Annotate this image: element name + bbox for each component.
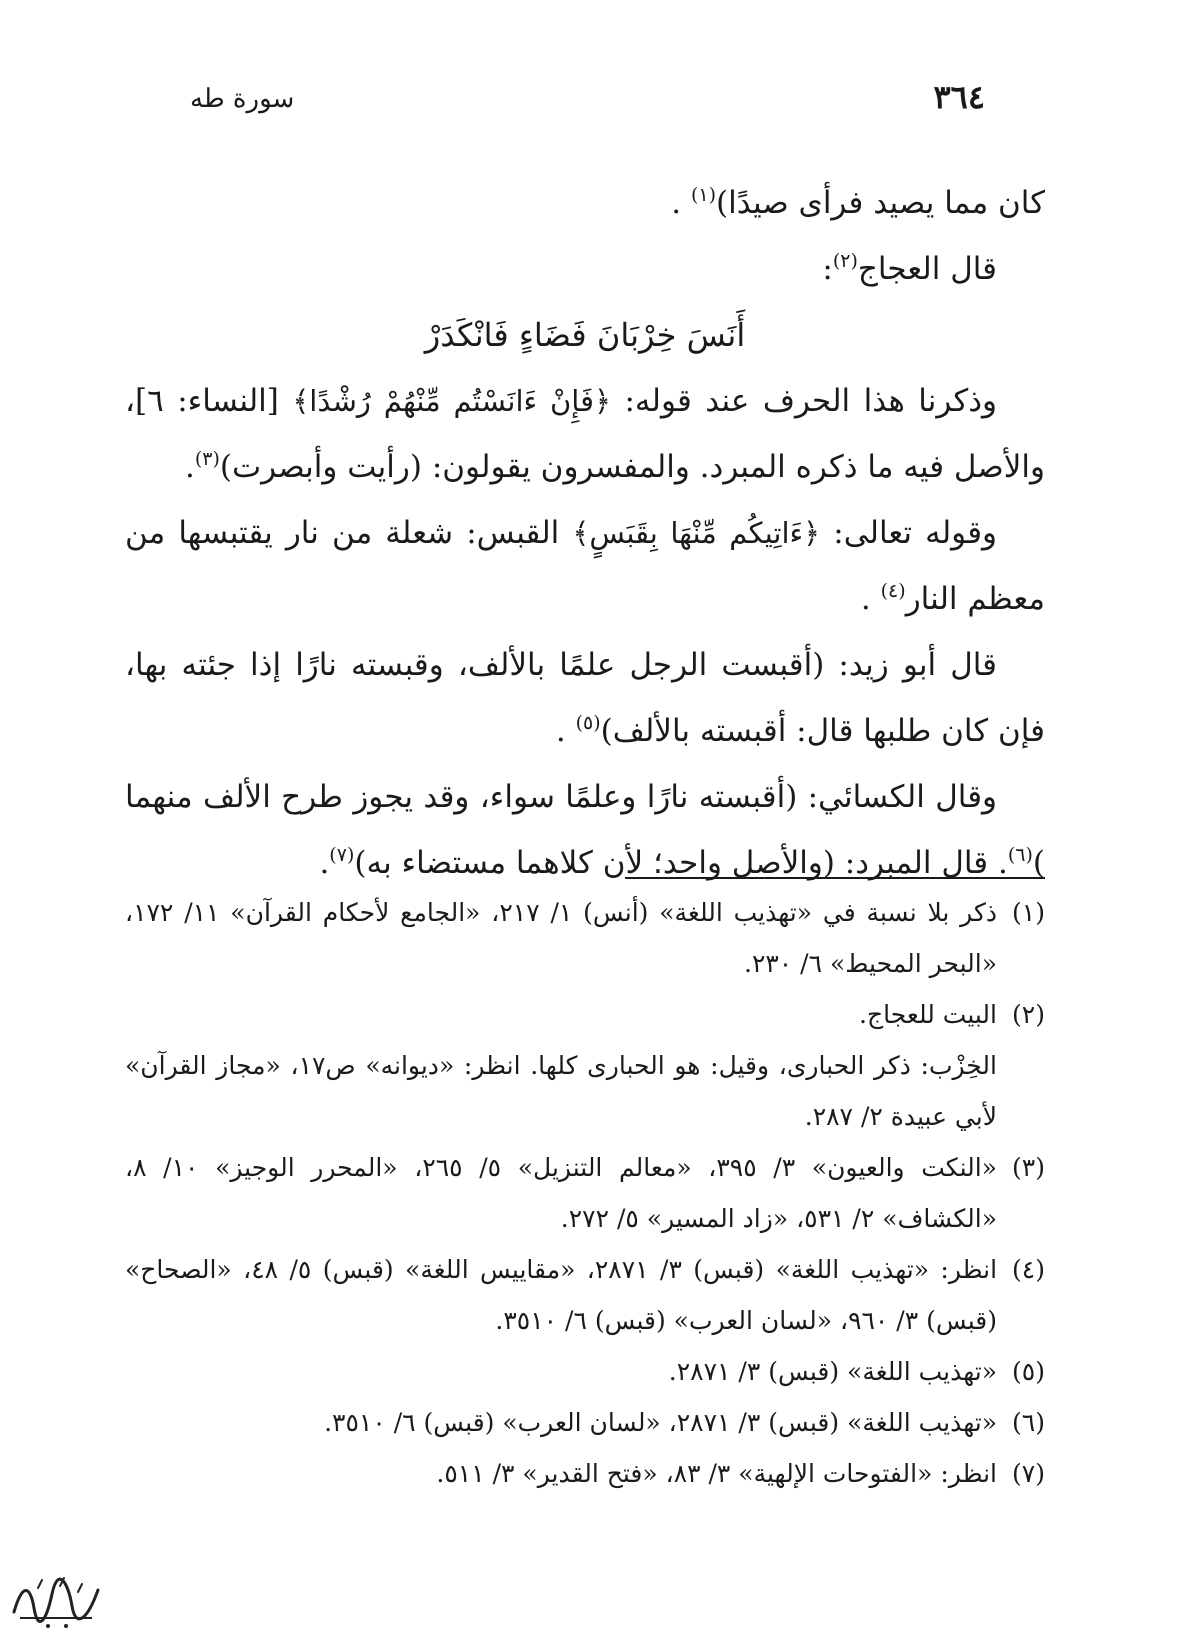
- footnote-number: (٦): [1012, 1408, 1045, 1437]
- footnote-number: (٢): [1012, 1000, 1045, 1029]
- page-header: [190, 78, 985, 128]
- page-number: ٣٦٤: [933, 78, 985, 116]
- footnote-ref: (٣): [194, 448, 220, 470]
- footnote: [125, 1448, 1045, 1499]
- footnote-text: البيت للعجاج.: [859, 1000, 997, 1029]
- footnote-number: (٣): [1012, 1153, 1045, 1182]
- footnote-number: (٥): [1012, 1357, 1045, 1386]
- footnote-ref: (٥): [575, 712, 601, 734]
- footnote: [125, 1397, 1045, 1448]
- footnote-ref: (٦): [1007, 844, 1033, 866]
- quran-quote: ﴿فَإِنْ ءَانَسْتُم مِّنْهُمْ رُشْدًا﴾: [292, 384, 611, 418]
- footnote-ref: (٤): [880, 580, 906, 602]
- paragraph: قال العجاج$^{(٢)}$:: [822, 250, 997, 287]
- footnote-text: ذكر بلا نسبة في «تهذيب اللغة» (أنس) ١/ ٢١٧، «الجامع لأحكام القرآن» ١١/ ١٧٢، «البحر المحيط» ٦/ ٢٣٠.: [125, 898, 998, 978]
- poetry-verse: أَنَسَ خِرْبَانَ فَضَاءٍ فَانْكَدَرْ: [424, 316, 746, 354]
- footnote: [125, 887, 1045, 989]
- footnote-ref: (٧): [329, 844, 355, 866]
- footnote-text: «تهذيب اللغة» (قبس) ٣/ ٢٨٧١.: [668, 1357, 997, 1386]
- quran-quote: ﴿ءَاتِيكُم مِّنْهَا بِقَبَسٍ﴾: [572, 516, 821, 550]
- footnote-continuation: الخِزْب: ذكر الحبارى، وقيل: هو الحبارى كلها. انظر: «ديوانه» ص١٧، «مجاز القرآن» لأبي عبيدة ٢/ ٢٨٧.: [125, 1051, 997, 1131]
- footnote-number: (١): [1012, 898, 1045, 927]
- footnote-number: (٧): [1012, 1459, 1045, 1488]
- footnote: [125, 1346, 1045, 1397]
- publisher-logo-icon: [8, 1572, 104, 1634]
- paragraph: وقال الكسائي: (أقبسته نارًا وعلمًا سواء، وقد يجوز طرح الألف منهما )$^{(٦)}$. قال المبرد: (والأصل واحد؛ لأن كلاهما مستضاء به)$^{(٧)}$.: [125, 779, 1045, 881]
- main-text: [125, 170, 1045, 896]
- footnote-number: (٤): [1012, 1255, 1045, 1284]
- paragraph: وقوله تعالى: ﴿ءَاتِيكُم مِّنْهَا بِقَبَسٍ﴾ القبس: شعلة من نار يقتبسها من معظم النار$^{(٤)}$ .: [125, 515, 1045, 617]
- footnote-text: «تهذيب اللغة» (قبس) ٣/ ٢٨٧١، «لسان العرب» (قبس) ٦/ ٣٥١٠.: [324, 1408, 997, 1437]
- running-title: سورة طه: [190, 84, 295, 114]
- paragraph: قال أبو زيد: (أقبست الرجل علمًا بالألف، وقبسته نارًا إذا جئته بها، فإن كان طلبها قال: أقبسته بالألف)$^{(٥)}$ .: [125, 647, 1045, 749]
- footnote-separator: [625, 877, 1045, 879]
- paragraph: كان مما يصيد فرأى صيدًا)$^{(١)}$ .: [671, 184, 1045, 221]
- footnote-ref: (٢): [832, 250, 858, 272]
- paragraph: وذكرنا هذا الحرف عند قوله: ﴿فَإِنْ ءَانَسْتُم مِّنْهُمْ رُشْدًا﴾ [النساء: ٦]، والأصل فيه ما ذكره المبرد. والمفسرون يقولون: (رأيت وأبصرت)$^{(٣)}$.: [125, 383, 1045, 485]
- footnote-text: انظر: «الفتوحات الإلهية» ٣/ ٨٣، «فتح القدير» ٣/ ٥١١.: [436, 1459, 997, 1488]
- footnote: [125, 989, 1045, 1040]
- footnote-ref: (١): [690, 184, 717, 206]
- footnotes: [125, 887, 1045, 1499]
- footnote: [125, 1142, 1045, 1244]
- footnote-text: انظر: «تهذيب اللغة» (قبس) ٣/ ٢٨٧١، «مقاييس اللغة» (قبس) ٥/ ٤٨، «الصحاح» (قبس) ٣/ ٩٦٠، «لسان العرب» (قبس) ٦/ ٣٥١٠.: [125, 1255, 998, 1335]
- footnote-text: «النكت والعيون» ٣/ ٣٩٥، «معالم التنزيل» ٥/ ٢٦٥، «المحرر الوجيز» ١٠/ ٨، «الكشاف» ٢/ ٥٣١، «زاد المسير» ٥/ ٢٧٢.: [125, 1153, 997, 1233]
- footnote: [125, 1244, 1045, 1346]
